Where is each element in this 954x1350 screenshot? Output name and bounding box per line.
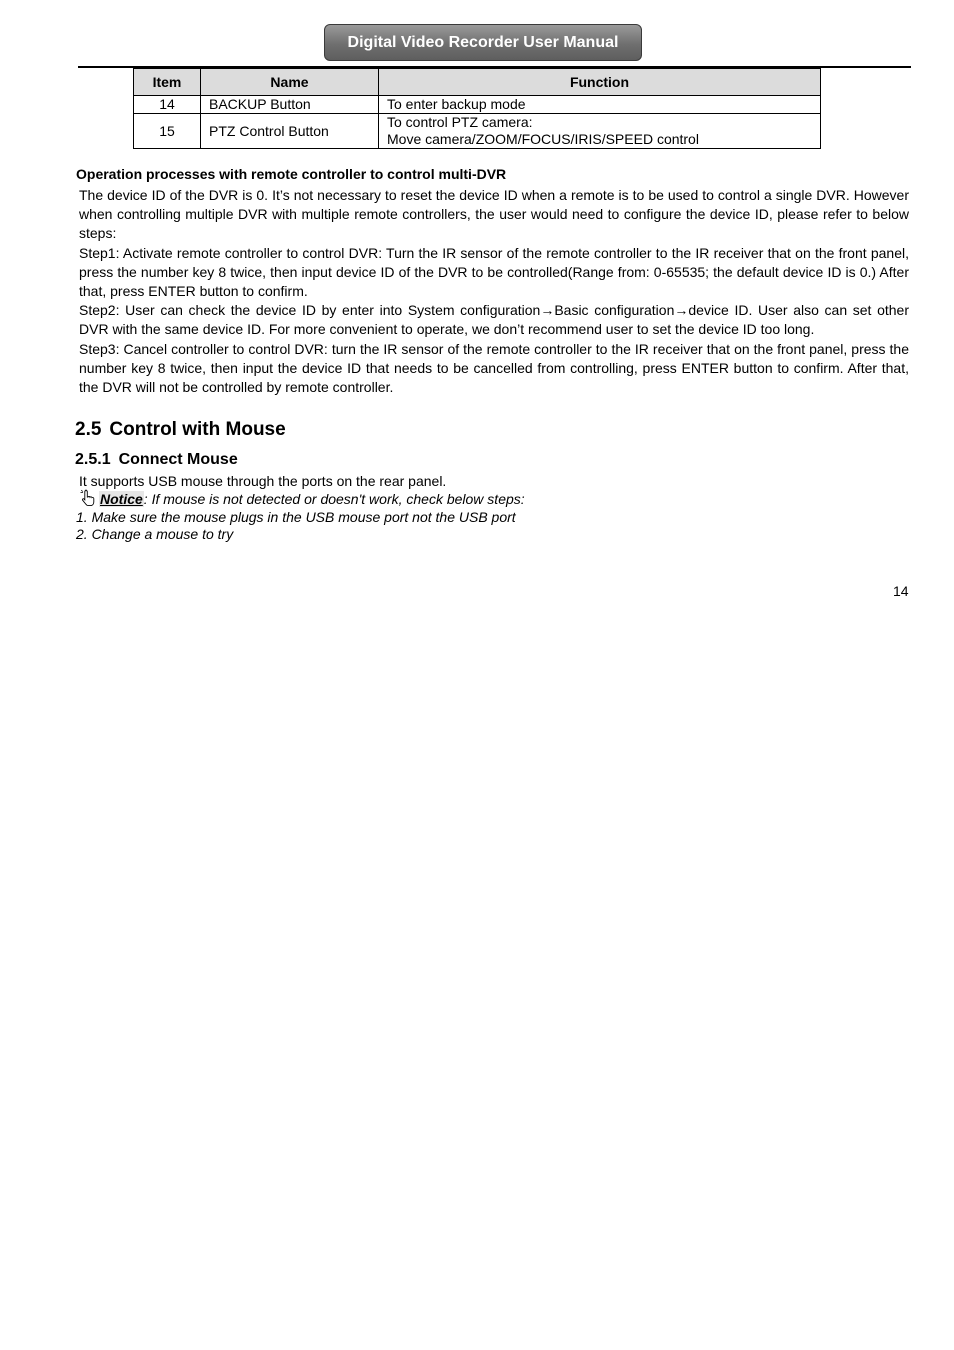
cell-name: PTZ Control Button (201, 114, 379, 149)
section-number: 2.5 (75, 419, 102, 440)
operation-step-1: Step1: Activate remote controller to control DVR: Turn the IR sensor of the remote controller to the IR receiver that on the front panel, press the number key 8 twice, then input device ID of the DVR to be controlled(Range from: 0-65535; the default device ID is 0.) After that, press ENTER button to confirm. (79, 245, 909, 300)
table-header-row (134, 69, 821, 96)
notice-step-2: 2. Change a mouse to try (76, 526, 234, 542)
cell-name: BACKUP Button (201, 96, 379, 114)
operation-step-2: Step2: User can check the device ID by enter into System configuration→Basic configuration→device ID. User also can set other DVR with the same device ID. For more convenient to operate, we don’t recommend user to set the device ID too long. (79, 302, 909, 338)
notice-step-1: 1. Make sure the mouse plugs in the USB mouse port not the USB port (76, 509, 516, 525)
column-header-function: Function (379, 69, 821, 96)
operation-intro: The device ID of the DVR is 0. It’s not necessary to reset the device ID when a remote is to be used to control a single DVR. However when controlling multiple DVR with multiple remote controllers, the user would need to configure the device ID, please refer to below steps: (79, 187, 909, 242)
button-function-table (133, 68, 821, 149)
column-header-name: Name (201, 69, 379, 96)
notice-text: : If mouse is not detected or doesn't work, check below steps: (143, 491, 525, 507)
subsection-number: 2.5.1 (75, 451, 111, 468)
cell-function (379, 114, 821, 149)
page-number: 14 (893, 583, 909, 599)
cell-item: 14 (134, 96, 201, 114)
usb-support-text: It supports USB mouse through the ports on the rear panel. (79, 473, 447, 489)
section-title: Control with Mouse (109, 419, 286, 440)
pointing-hand-icon (79, 489, 97, 507)
operation-heading: Operation processes with remote controller to control multi-DVR (76, 166, 507, 182)
column-header-item: Item (134, 69, 201, 96)
cell-item: 15 (134, 114, 201, 149)
notice-label: Notice (100, 491, 143, 507)
cell-function (379, 96, 821, 114)
section-heading (75, 419, 286, 441)
operation-step-3: Step3: Cancel controller to control DVR: turn the IR sensor of the remote controller to the IR receiver that on the front panel, press the number key 8 twice, then input the device ID that needs to be cancelled from controlling, press ENTER button to confirm. After that, the DVR will not be controlled by remote controller. (79, 341, 909, 396)
table-row (134, 114, 821, 149)
notice-row (79, 489, 525, 509)
function-line: To control PTZ camera: (387, 114, 533, 130)
subsection-title: Connect Mouse (118, 451, 238, 468)
manual-title-badge: Digital Video Recorder User Manual (324, 24, 642, 61)
subsection-heading (75, 451, 238, 469)
table-row (134, 96, 821, 114)
function-line: Move camera/ZOOM/FOCUS/IRIS/SPEED control (387, 131, 699, 147)
function-line: To enter backup mode (387, 96, 526, 112)
